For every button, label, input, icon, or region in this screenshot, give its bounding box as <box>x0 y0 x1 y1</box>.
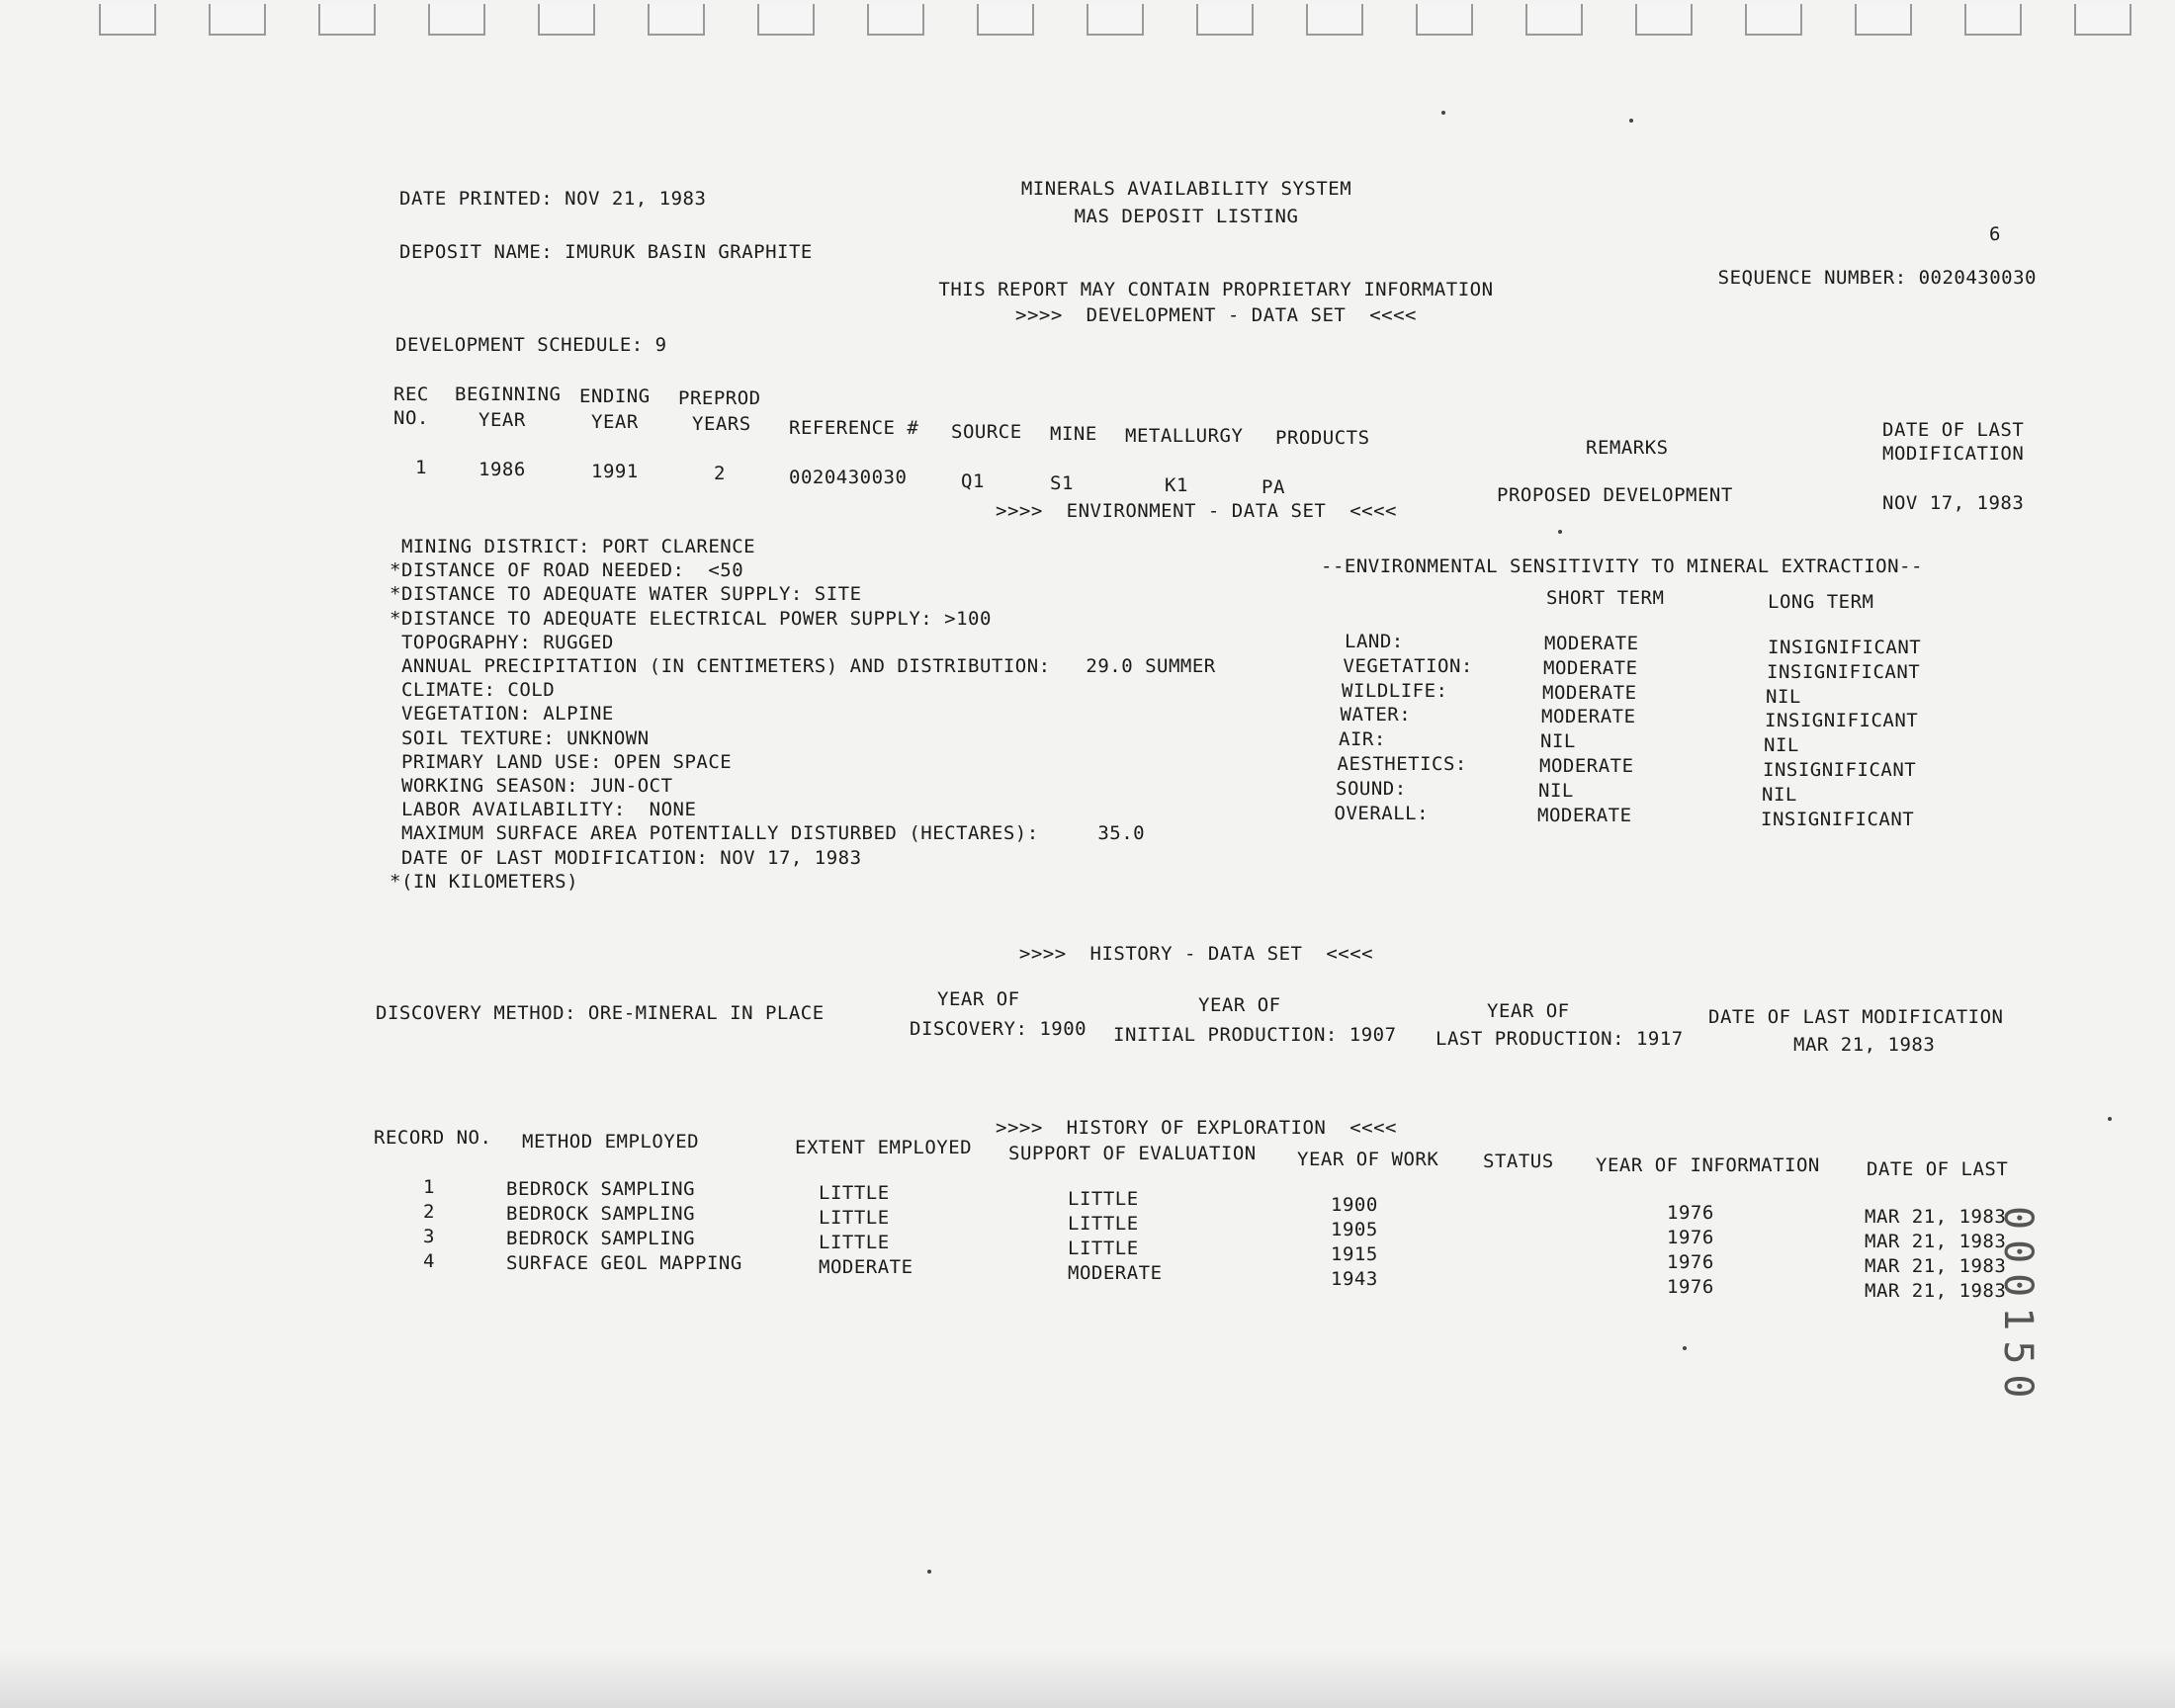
sensitivity-label: AIR: <box>1339 728 1386 751</box>
environment-line: MAXIMUM SURFACE AREA POTENTIALLY DISTURBED (HECTARES): 35.0 <box>390 822 1146 845</box>
exploration-year-info: 1976 <box>1667 1276 1714 1298</box>
exploration-support: LITTLE <box>1068 1213 1139 1235</box>
speck <box>927 1570 931 1574</box>
exploration-year-work: 1900 <box>1331 1194 1378 1216</box>
feed-hole <box>99 4 156 36</box>
exp-col-method: METHOD EMPLOYED <box>522 1131 700 1153</box>
exploration-method: BEDROCK SAMPLING <box>506 1178 696 1200</box>
exp-col-record: RECORD NO. <box>374 1127 492 1149</box>
col-preprod-1: PREPROD <box>678 387 761 409</box>
exploration-support: LITTLE <box>1068 1238 1139 1259</box>
col-source: SOURCE <box>951 421 1022 443</box>
environment-line: *DISTANCE TO ADEQUATE ELECTRICAL POWER SUPPLY: >100 <box>390 607 992 630</box>
exploration-date: MAR 21, 1983 <box>1865 1231 2007 1252</box>
feed-hole <box>867 4 924 36</box>
year-of-discovery-label: YEAR OF <box>937 988 1020 1010</box>
exploration-record-no: 1 <box>423 1176 435 1198</box>
sensitivity-label: OVERALL: <box>1334 802 1430 824</box>
speck <box>1683 1346 1687 1350</box>
initial-production: INITIAL PRODUCTION: 1907 <box>1113 1024 1397 1046</box>
exp-col-status: STATUS <box>1483 1151 1554 1172</box>
col-date-2: MODIFICATION <box>1882 443 2025 465</box>
system-title: MINERALS AVAILABILITY SYSTEM <box>1020 178 1352 200</box>
sensitivity-short-term: MODERATE <box>1542 681 1637 704</box>
col-products: PRODUCTS <box>1275 427 1370 449</box>
col-preprod-2: YEARS <box>692 413 751 435</box>
feed-hole <box>209 4 266 36</box>
col-end-1: ENDING <box>579 385 651 407</box>
exploration-method: BEDROCK SAMPLING <box>506 1203 696 1225</box>
col-metallurgy: METALLURGY <box>1125 425 1244 447</box>
col-begin-1: BEGINNING <box>455 384 562 405</box>
feed-hole <box>2074 4 2132 36</box>
environment-section-title: >>>> ENVIRONMENT - DATA SET <<<< <box>996 500 1397 522</box>
exploration-year-work: 1943 <box>1331 1268 1378 1290</box>
history-date-value: MAR 21, 1983 <box>1793 1034 1936 1056</box>
page-number: 6 <box>1989 223 2001 245</box>
col-mine: MINE <box>1050 423 1097 445</box>
col-begin-2: YEAR <box>478 409 526 431</box>
dev-products: PA <box>1262 476 1285 498</box>
exploration-extent: LITTLE <box>819 1182 890 1204</box>
margin-stamp-number: 000150 <box>1995 1206 2041 1409</box>
sensitivity-long-term-header: LONG TERM <box>1768 591 1874 613</box>
page-bottom-edge <box>0 1649 2175 1708</box>
feed-hole <box>1635 4 1693 36</box>
dev-metallurgy: K1 <box>1165 474 1188 496</box>
feed-hole <box>977 4 1034 36</box>
exploration-record-no: 3 <box>423 1226 435 1247</box>
sensitivity-short-term-header: SHORT TERM <box>1546 587 1665 609</box>
exploration-year-info: 1976 <box>1667 1227 1714 1248</box>
development-schedule: DEVELOPMENT SCHEDULE: 9 <box>395 334 667 356</box>
dev-mine: S1 <box>1050 472 1074 494</box>
sensitivity-long-term: INSIGNIFICANT <box>1765 710 1919 732</box>
col-date-1: DATE OF LAST <box>1882 419 2025 441</box>
exploration-record-no: 2 <box>423 1201 435 1223</box>
exploration-extent: MODERATE <box>819 1256 914 1278</box>
dev-preprod-years: 2 <box>714 463 726 484</box>
environment-line: TOPOGRAPHY: RUGGED <box>390 631 614 653</box>
deposit-name: DEPOSIT NAME: IMURUK BASIN GRAPHITE <box>399 241 813 263</box>
feed-hole <box>648 4 705 36</box>
discovery-year: DISCOVERY: 1900 <box>910 1018 1088 1040</box>
dev-source: Q1 <box>961 470 985 492</box>
col-rec-2: NO. <box>393 407 429 429</box>
feed-hole <box>1196 4 1254 36</box>
development-section-title: >>>> DEVELOPMENT - DATA SET <<<< <box>1015 304 1417 326</box>
exploration-date: MAR 21, 1983 <box>1865 1206 2007 1228</box>
sensitivity-short-term: MODERATE <box>1544 633 1639 654</box>
speck <box>2108 1117 2112 1121</box>
dev-date: NOV 17, 1983 <box>1882 492 2025 514</box>
environment-line: VEGETATION: ALPINE <box>390 703 614 726</box>
date-printed: DATE PRINTED: NOV 21, 1983 <box>399 188 707 210</box>
exploration-method: SURFACE GEOL MAPPING <box>506 1252 742 1274</box>
year-of-last-label: YEAR OF <box>1487 1000 1570 1022</box>
dev-remarks: PROPOSED DEVELOPMENT <box>1497 484 1733 506</box>
environment-line: PRIMARY LAND USE: OPEN SPACE <box>390 750 733 773</box>
environment-line: *(IN KILOMETERS) <box>390 870 579 893</box>
feed-hole <box>1964 4 2022 36</box>
col-remarks: REMARKS <box>1586 437 1669 459</box>
exp-col-extent: EXTENT EMPLOYED <box>795 1137 973 1158</box>
exploration-support: MODERATE <box>1068 1262 1163 1284</box>
exploration-date: MAR 21, 1983 <box>1865 1280 2007 1302</box>
exp-col-date: DATE OF LAST <box>1867 1158 2009 1180</box>
sensitivity-title: --ENVIRONMENTAL SENSITIVITY TO MINERAL EXTRACTION-- <box>1321 555 1923 577</box>
environment-line: WORKING SEASON: JUN-OCT <box>390 775 673 797</box>
environment-line: LABOR AVAILABILITY: NONE <box>390 799 697 821</box>
environment-line: *DISTANCE OF ROAD NEEDED: <50 <box>390 559 744 582</box>
environment-line: *DISTANCE TO ADEQUATE WATER SUPPLY: SITE <box>390 583 862 606</box>
sensitivity-long-term: INSIGNIFICANT <box>1768 637 1922 658</box>
sensitivity-label: LAND: <box>1345 631 1404 652</box>
year-of-initial-label: YEAR OF <box>1198 994 1281 1016</box>
sensitivity-label: SOUND: <box>1336 777 1407 800</box>
exploration-year-info: 1976 <box>1667 1202 1714 1224</box>
sensitivity-label: AESTHETICS: <box>1337 753 1467 775</box>
feed-hole <box>1525 4 1583 36</box>
sensitivity-long-term: NIL <box>1766 685 1801 708</box>
sensitivity-long-term: INSIGNIFICANT <box>1761 808 1915 830</box>
exploration-extent: LITTLE <box>819 1207 890 1229</box>
listing-title: MAS DEPOSIT LISTING <box>1074 206 1299 227</box>
speck <box>1558 530 1562 534</box>
dev-begin-year: 1986 <box>478 459 526 480</box>
feed-hole <box>1087 4 1144 36</box>
proprietary-notice: THIS REPORT MAY CONTAIN PROPRIETARY INFORMATION <box>938 279 1494 300</box>
discovery-method: DISCOVERY METHOD: ORE-MINERAL IN PLACE <box>376 1002 825 1024</box>
environment-line: MINING DISTRICT: PORT CLARENCE <box>390 536 756 557</box>
feed-hole <box>1745 4 1802 36</box>
environment-line: DATE OF LAST MODIFICATION: NOV 17, 1983 <box>390 846 862 869</box>
dev-end-year: 1991 <box>591 461 639 482</box>
feed-hole <box>757 4 815 36</box>
exploration-method: BEDROCK SAMPLING <box>506 1228 696 1249</box>
exploration-date: MAR 21, 1983 <box>1865 1255 2007 1277</box>
sensitivity-label: VEGETATION: <box>1343 654 1473 677</box>
sensitivity-label: WILDLIFE: <box>1342 679 1448 702</box>
exploration-record-no: 4 <box>423 1250 435 1272</box>
sensitivity-short-term: MODERATE <box>1537 804 1632 826</box>
sensitivity-short-term: NIL <box>1540 730 1576 753</box>
feed-hole <box>318 4 376 36</box>
exploration-year-info: 1976 <box>1667 1251 1714 1273</box>
exploration-section-title: >>>> HISTORY OF EXPLORATION <<<< <box>996 1117 1397 1139</box>
exp-col-support: SUPPORT OF EVALUATION <box>1008 1143 1257 1164</box>
tractor-feed-holes <box>0 0 2175 40</box>
col-rec-1: REC <box>393 384 429 405</box>
environment-line: ANNUAL PRECIPITATION (IN CENTIMETERS) AND DISTRIBUTION: 29.0 SUMMER <box>390 655 1216 677</box>
feed-hole <box>1416 4 1473 36</box>
exploration-extent: LITTLE <box>819 1232 890 1253</box>
history-date-label: DATE OF LAST MODIFICATION <box>1708 1006 2004 1028</box>
sensitivity-short-term: MODERATE <box>1543 656 1638 679</box>
sensitivity-short-term: MODERATE <box>1539 755 1634 777</box>
dev-reference: 0020430030 <box>789 467 908 488</box>
exploration-year-work: 1905 <box>1331 1219 1378 1240</box>
last-production: LAST PRODUCTION: 1917 <box>1436 1028 1684 1050</box>
history-section-title: >>>> HISTORY - DATA SET <<<< <box>1018 943 1374 965</box>
sequence-number: SEQUENCE NUMBER: 0020430030 <box>1717 267 2037 289</box>
dev-rec: 1 <box>415 457 427 478</box>
sensitivity-short-term: NIL <box>1538 779 1574 802</box>
environment-line: CLIMATE: COLD <box>390 679 556 702</box>
feed-hole <box>428 4 485 36</box>
feed-hole <box>1855 4 1912 36</box>
environment-line: SOIL TEXTURE: UNKNOWN <box>390 726 650 749</box>
exp-col-year-work: YEAR OF WORK <box>1297 1149 1439 1170</box>
exploration-year-work: 1915 <box>1331 1243 1378 1265</box>
feed-hole <box>538 4 595 36</box>
sensitivity-long-term: NIL <box>1764 734 1799 757</box>
sensitivity-long-term: INSIGNIFICANT <box>1763 759 1917 781</box>
sensitivity-short-term: MODERATE <box>1541 706 1636 728</box>
sensitivity-label: WATER: <box>1340 704 1412 726</box>
sensitivity-long-term: NIL <box>1762 783 1797 806</box>
sensitivity-long-term: INSIGNIFICANT <box>1767 660 1921 683</box>
exploration-support: LITTLE <box>1068 1188 1139 1210</box>
col-reference: REFERENCE # <box>789 417 919 439</box>
feed-hole <box>1306 4 1363 36</box>
speck <box>1629 119 1633 123</box>
speck <box>1441 111 1445 115</box>
col-end-2: YEAR <box>591 411 639 433</box>
exp-col-year-info: YEAR OF INFORMATION <box>1596 1154 1820 1176</box>
